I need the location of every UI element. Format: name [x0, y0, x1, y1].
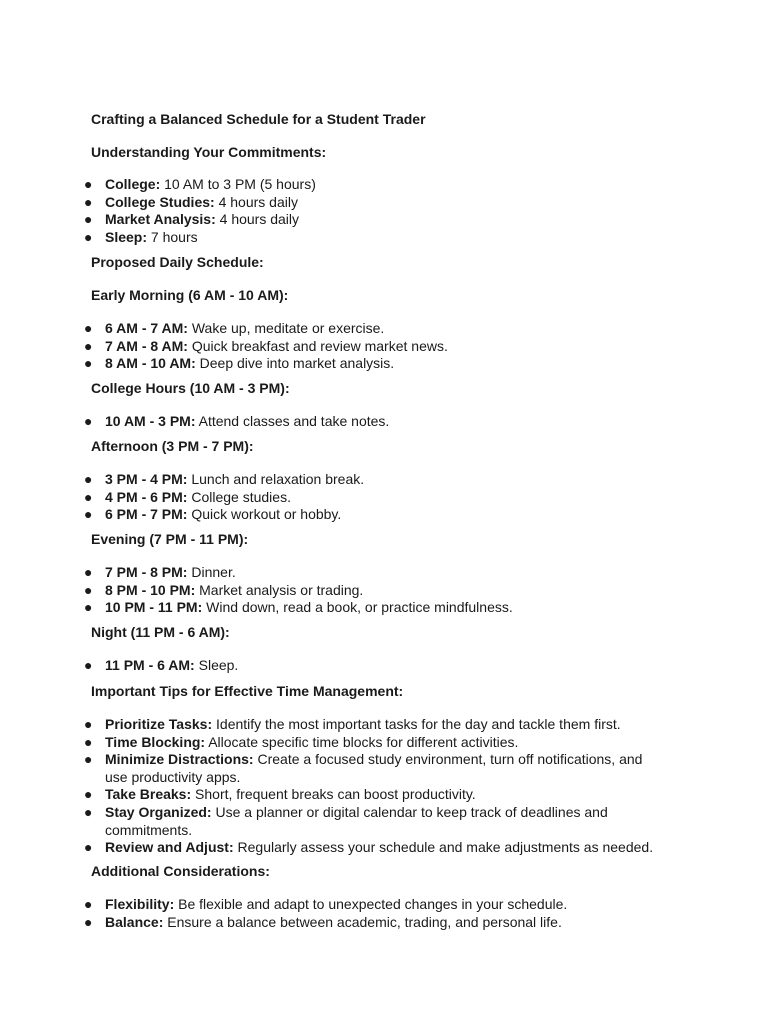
- list-early-morning: [0, 320, 768, 373]
- list-item: [0, 716, 768, 734]
- list-evening: [0, 564, 768, 617]
- bullet-icon: ●: [84, 751, 93, 768]
- item-text: Deep dive into market analysis.: [195, 355, 395, 372]
- bullet-icon: ●: [84, 564, 93, 580]
- heading-evening: Evening (7 PM - 11 PM):: [91, 531, 249, 547]
- list-item: [0, 176, 768, 194]
- item-term: 8 AM - 10 AM:: [105, 355, 196, 372]
- item-term: Sleep:: [105, 228, 148, 245]
- bullet-icon: ●: [84, 657, 93, 673]
- list-item: [0, 489, 768, 507]
- item-term: College Studies:: [105, 193, 215, 210]
- item-term: Stay Organized:: [105, 803, 212, 820]
- item-term: College:: [105, 176, 161, 192]
- item-text: Be flexible and adapt to unexpected changes in your schedule.: [174, 896, 568, 912]
- bullet-icon: ●: [84, 488, 93, 505]
- item-text: Ensure a balance between academic, trading, and personal life.: [163, 913, 562, 930]
- heading-commitments: Understanding Your Commitments:: [91, 144, 327, 160]
- item-text: Sleep.: [194, 657, 239, 673]
- item-term: Review and Adjust:: [105, 839, 234, 856]
- item-term: 3 PM - 4 PM:: [105, 471, 188, 487]
- item-text: College studies.: [187, 488, 291, 505]
- bullet-icon: ●: [84, 913, 93, 930]
- list-item: [0, 564, 768, 582]
- item-term: Prioritize Tasks:: [105, 716, 213, 732]
- item-text: Wake up, meditate or exercise.: [187, 320, 385, 336]
- heading-additional: Additional Considerations:: [91, 863, 270, 879]
- item-text: 4 hours daily: [215, 211, 300, 228]
- item-text: Market analysis or trading.: [195, 581, 364, 598]
- item-term: Balance:: [105, 913, 164, 930]
- item-text: Create a focused study environment, turn off notifications, and use productivity apps.: [105, 751, 643, 785]
- list-item: [0, 751, 768, 786]
- list-item: [0, 355, 768, 373]
- item-text: Dinner.: [187, 564, 236, 580]
- bullet-icon: ●: [84, 896, 93, 912]
- item-text: 4 hours daily: [214, 193, 298, 210]
- item-term: 11 PM - 6 AM:: [105, 657, 195, 673]
- list-item: [0, 786, 768, 804]
- bullet-icon: ●: [84, 337, 93, 354]
- item-term: 7 PM - 8 PM:: [105, 564, 188, 580]
- item-term: Market Analysis:: [105, 211, 216, 228]
- list-item: [0, 194, 768, 212]
- bullet-icon: ●: [84, 839, 93, 856]
- document-title: Crafting a Balanced Schedule for a Student Trader: [91, 111, 426, 127]
- list-item: [0, 211, 768, 229]
- item-term: 7 AM - 8 AM:: [105, 337, 188, 354]
- list-item: [0, 914, 768, 932]
- bullet-icon: ●: [84, 599, 93, 616]
- list-item: [0, 657, 768, 675]
- bullet-icon: ●: [84, 413, 93, 429]
- list-item: [0, 471, 768, 489]
- item-text: Attend classes and take notes.: [195, 413, 390, 429]
- item-term: Minimize Distractions:: [105, 751, 254, 768]
- heading-proposed: Proposed Daily Schedule:: [91, 254, 264, 270]
- item-term: 10 AM - 3 PM:: [105, 413, 196, 429]
- bullet-icon: ●: [84, 581, 93, 598]
- list-item: [0, 229, 768, 247]
- item-text: Quick breakfast and review market news.: [187, 337, 448, 354]
- bullet-icon: ●: [84, 733, 93, 750]
- heading-college-hours: College Hours (10 AM - 3 PM):: [91, 380, 290, 396]
- list-item: [0, 582, 768, 600]
- item-text: 10 AM to 3 PM (5 hours): [160, 176, 316, 192]
- bullet-icon: ●: [84, 786, 93, 803]
- bullet-icon: ●: [84, 716, 93, 732]
- list-college-hours: [0, 413, 768, 431]
- list-item: [0, 599, 768, 617]
- list-additional: [0, 896, 768, 931]
- heading-tips: Important Tips for Effective Time Management:: [91, 683, 404, 699]
- list-item: [0, 896, 768, 914]
- item-text: Wind down, read a book, or practice mindfulness.: [202, 599, 513, 616]
- list-item: [0, 734, 768, 752]
- item-text: Identify the most important tasks for the day and tackle them first.: [212, 716, 621, 732]
- bullet-icon: ●: [84, 506, 93, 523]
- list-night: [0, 657, 768, 675]
- bullet-icon: ●: [84, 228, 93, 245]
- list-item: [0, 506, 768, 524]
- item-term: 8 PM - 10 PM:: [105, 581, 196, 598]
- bullet-icon: ●: [84, 176, 93, 192]
- item-text: Regularly assess your schedule and make adjustments as needed.: [233, 839, 654, 856]
- list-item: [0, 804, 768, 839]
- item-text: Use a planner or digital calendar to keep track of deadlines and commitments.: [105, 803, 608, 838]
- list-afternoon: [0, 471, 768, 524]
- item-text: Quick workout or hobby.: [187, 506, 342, 523]
- item-term: Flexibility:: [105, 896, 175, 912]
- list-item: [0, 839, 768, 857]
- item-term: Take Breaks:: [105, 786, 192, 803]
- list-commitments: [0, 176, 768, 246]
- bullet-icon: ●: [84, 320, 93, 336]
- bullet-icon: ●: [84, 193, 93, 210]
- item-term: 10 PM - 11 PM:: [105, 599, 203, 616]
- item-term: Time Blocking:: [105, 733, 206, 750]
- item-term: 6 AM - 7 AM:: [105, 320, 188, 336]
- bullet-icon: ●: [84, 355, 93, 372]
- bullet-icon: ●: [84, 211, 93, 228]
- bullet-icon: ●: [84, 471, 93, 487]
- item-term: 6 PM - 7 PM:: [105, 506, 188, 523]
- list-tips: [0, 716, 768, 857]
- heading-night: Night (11 PM - 6 AM):: [91, 624, 230, 640]
- list-item: [0, 338, 768, 356]
- item-text: 7 hours: [147, 228, 198, 245]
- heading-afternoon: Afternoon (3 PM - 7 PM):: [91, 438, 254, 454]
- item-term: 4 PM - 6 PM:: [105, 488, 188, 505]
- list-item: [0, 320, 768, 338]
- item-text: Allocate specific time blocks for different activities.: [205, 733, 519, 750]
- bullet-icon: ●: [84, 803, 93, 820]
- item-text: Short, frequent breaks can boost productivity.: [191, 786, 476, 803]
- list-item: [0, 413, 768, 431]
- heading-early-morning: Early Morning (6 AM - 10 AM):: [91, 287, 289, 303]
- item-text: Lunch and relaxation break.: [187, 471, 365, 487]
